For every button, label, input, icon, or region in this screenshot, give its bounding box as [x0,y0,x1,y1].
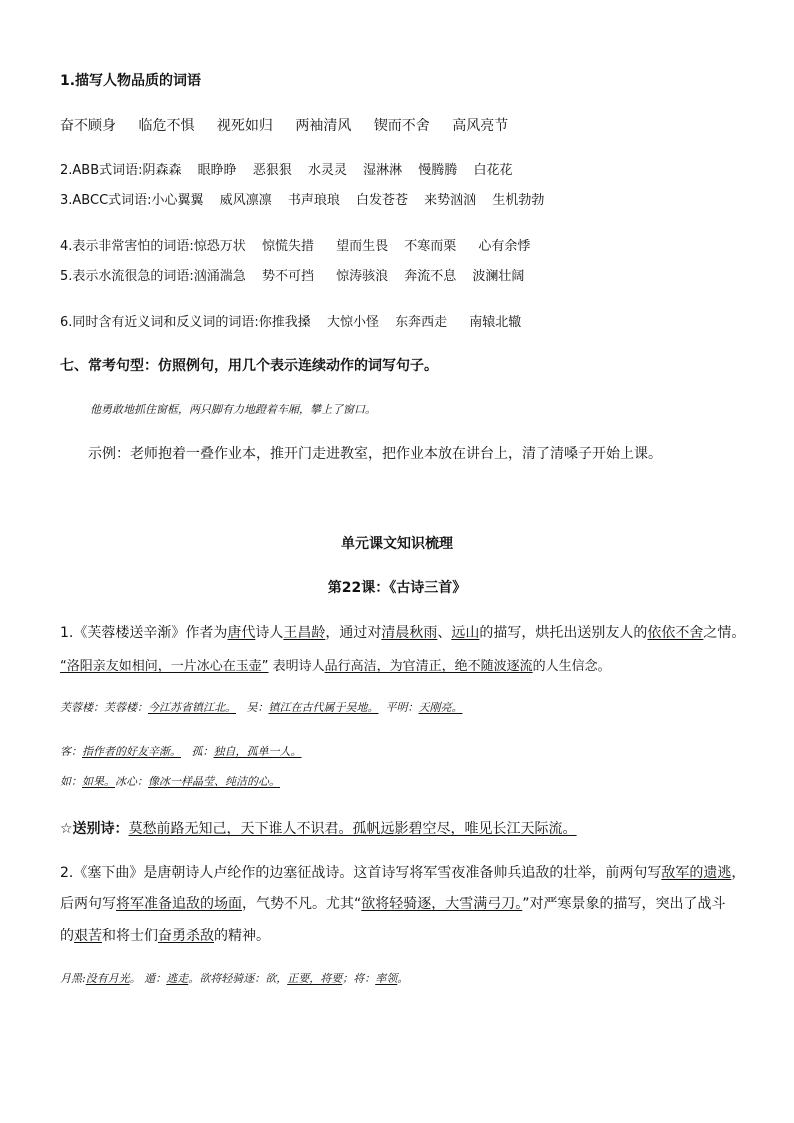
text: 。 遁： [129,972,167,985]
text: 、 [437,625,452,641]
underlined-text: 敌军的遗逃 [661,865,732,881]
poem2-line-1 [60,862,745,882]
word: 两袖清风 [295,118,352,134]
text: 平明： [385,701,419,714]
poem2-line-3 [60,925,270,945]
underlined-text: 镇江在古代属于吴地。 [268,701,379,714]
section-1-title: 1.描写人物品质的词语 [60,73,202,89]
poem1-notes-3 [60,773,280,789]
text: ；将： [342,972,376,985]
word: 惊恐万状 [193,239,246,254]
word: 汹涌湍急 [193,269,246,284]
section-2-line [60,159,512,178]
poem1-line-2 [60,655,611,674]
section-5-line [60,265,524,284]
section-4-line [60,235,530,254]
text: ，气势不凡。尤其“ [242,896,362,912]
underlined-text: 正要，将要 [287,972,343,985]
text: 芙蓉楼：芙蓉楼： [60,701,148,714]
text: ”对严寒景象的描写，突出了战斗 [522,896,726,912]
word: 大惊小怪 [326,315,379,330]
word: 水灵灵 [307,163,347,178]
underlined-text: 没有月光 [85,972,130,985]
section-3-line [60,189,544,208]
text: 。欲将轻骑逐：欲， [188,972,288,985]
underlined-text: 奋勇杀敌 [158,928,214,944]
word: 小心翼翼 [151,193,204,208]
word: 白花花 [473,163,513,178]
section-3-label: 3.ABCC式词语: [60,193,152,208]
underlined-text: 清晨秋雨 [381,625,438,641]
underlined-text: 品行高洁，为官清正，绝不随波逐流 [324,659,533,674]
underlined-text: 莫愁前路无知己，天下谁人不识君。孤帆远影碧空尽，唯见长江天际流。 [128,821,577,837]
underlined-text: “洛阳亲友如相问，一片冰心在玉壶” [60,659,269,674]
word: 东奔西走 [395,315,448,330]
section-5-label: 5.表示水流很急的词语: [60,269,194,284]
word: 奋不顾身 [60,118,116,134]
word: 奔流不息 [404,269,457,284]
example-sentence: 他勇敢地抓住窗框，两只脚有力地蹬着车厢，攀上了窗口。 [90,403,376,416]
text: 2.《塞下曲》是唐朝诗人卢纶作的边塞征战诗。这首诗写将军雪夜准备帅兵追敌的壮举，前两句写 [60,865,662,881]
word: 势不可挡 [261,269,314,284]
section-2-label: 2.ABB式词语: [60,163,143,178]
section-7-title: 七、常考句型：仿照例句，用几个表示连续动作的词写句子。 [60,358,438,374]
farewell-poem-line [60,818,577,838]
text: 客： [60,745,82,758]
text: ， [731,865,746,881]
text: 如： [60,775,82,788]
text: 诗人 [255,625,284,641]
underlined-text: 今江苏省镇江北。 [148,701,236,714]
word: 你推我搡 [258,315,311,330]
underlined-text: 欲将轻骑逐，大雪满弓刀。 [361,896,523,912]
underlined-text: 如果。 [82,775,115,788]
text: 之情。 [703,625,746,641]
text: 孤： [191,745,214,758]
underlined-text: 王昌龄 [283,625,326,641]
text: 表明诗人 [272,659,325,674]
underlined-text: 逃走 [166,972,189,985]
lesson-title: 第22课：《古诗三首》 [327,580,467,596]
text: 月黑: [60,972,86,985]
word: 南辕北辙 [469,315,522,330]
word: 锲而不舍 [373,118,430,134]
text: 的精神。 [214,928,270,944]
word: 心有余悸 [478,239,531,254]
word: 湿淋淋 [363,163,403,178]
word: 眼睁睁 [197,163,237,178]
word: 白发苍苍 [356,193,409,208]
text: 的描写，烘托出送别友人的 [479,625,648,641]
underlined-text: 天刚亮。 [418,701,463,714]
word: 慢腾腾 [418,163,458,178]
text: 的 [60,928,74,944]
word: 惊慌失措 [261,239,314,254]
text: 和将士们 [102,928,158,944]
underlined-text: 唐代 [227,625,256,641]
underlined-text: 远山 [451,625,480,641]
underlined-text: 艰苦 [74,928,102,944]
word: 恶狠狠 [252,163,292,178]
word: 波澜壮阔 [472,269,525,284]
word: 生机勃勃 [492,193,545,208]
text: 。 [397,972,409,985]
word: 阴森森 [142,163,182,178]
poem2-notes [60,970,408,986]
text: ，通过对 [325,625,382,641]
text: 后两句写 [60,896,116,912]
unit-title: 单元课文知识梳理 [341,536,453,552]
farewell-label: ☆送别诗： [60,821,129,837]
section-4-label: 4.表示非常害怕的词语: [60,239,194,254]
text: 吴： [246,701,269,714]
section-1-words [60,115,508,135]
poem2-line-2 [60,893,726,913]
word: 视死如归 [216,118,273,134]
underlined-text: 指作者的好友辛渐。 [82,745,181,758]
word: 来势汹汹 [424,193,477,208]
underlined-text: 像冰一样晶莹、纯洁的心。 [148,775,280,788]
poem1-notes-1 [60,699,463,715]
section-6-line [60,311,521,330]
section-6-label: 6.同时含有近义词和反义词的词语: [60,315,259,330]
word: 临危不惧 [138,118,195,134]
word: 高风亮节 [452,118,509,134]
text: 1.《芙蓉楼送辛渐》作者为 [60,625,228,641]
poem1-notes-2 [60,743,302,759]
text: 冰心： [115,775,148,788]
word: 惊涛骇浪 [336,269,389,284]
underlined-text: 率领 [375,972,398,985]
word: 威风凛凛 [219,193,272,208]
underlined-text: 依依不舍 [647,625,704,641]
poem1-line-1 [60,622,745,642]
word: 望而生畏 [336,239,389,254]
word: 不寒而栗 [404,239,457,254]
underlined-text: 将军准备追敌的场面 [116,896,242,912]
text: 的人生信念。 [532,659,611,674]
example-answer: 示例：老师抱着一叠作业本，推开门走进教室，把作业本放在讲台上，清了清嗓子开始上课。 [88,446,662,462]
underlined-text: 独自，孤单一人。 [213,745,302,758]
word: 书声琅琅 [287,193,340,208]
